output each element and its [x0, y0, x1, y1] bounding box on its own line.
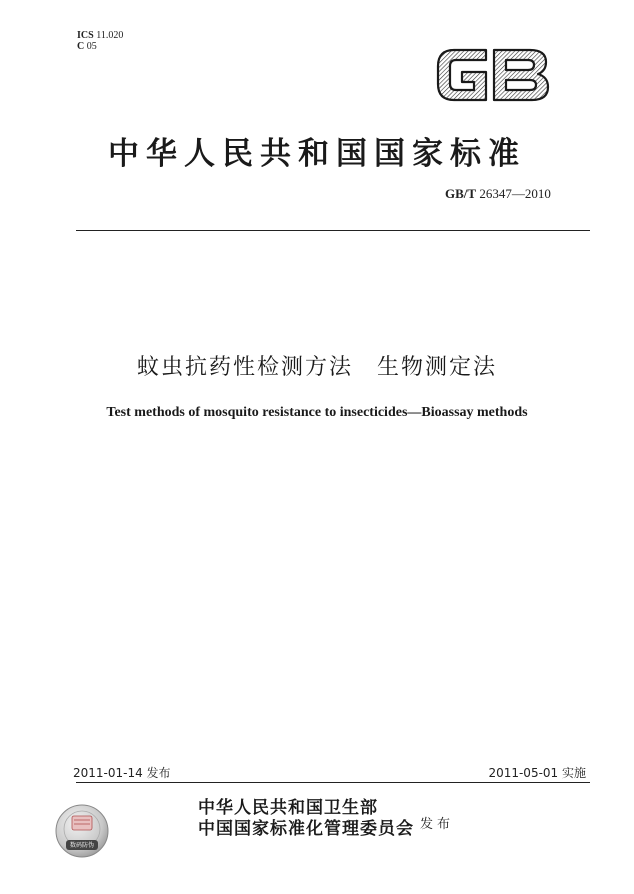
issuing-authorities: [198, 798, 414, 840]
class-line: [77, 41, 123, 52]
implement-date: 2011-05-01 实施: [488, 766, 586, 780]
seal-label: 数码防伪: [69, 842, 94, 849]
footer-divider: [76, 782, 590, 783]
code-prefix: GB/T: [445, 186, 477, 201]
class-label: C: [77, 41, 85, 52]
code-number: 26347—2010: [479, 186, 551, 201]
ics-code: 11.020: [96, 30, 124, 41]
ics-line: [77, 30, 123, 41]
issuer-line-1: 中华人民共和国卫生部: [198, 798, 378, 818]
standard-code: [445, 186, 551, 202]
class-code: 05: [86, 41, 97, 52]
issuer-line-2: 中国国家标准化管理委员会: [198, 819, 414, 839]
document-title-en: Test methods of mosquito resistance to insecticides—Bioassay methods: [106, 405, 528, 420]
ics-classification: [77, 30, 123, 52]
gb-logo: [432, 40, 554, 108]
publish-date: 2011-01-14 发布: [73, 766, 171, 780]
standard-title: 中华人民共和国国家标准: [108, 136, 526, 172]
ics-label: ICS: [77, 30, 94, 41]
header-divider: [76, 230, 590, 231]
issued-label: 发布: [420, 817, 455, 832]
document-title-cn: 蚊虫抗药性检测方法 生物测定法: [136, 355, 497, 380]
anti-counterfeit-seal-icon: [54, 803, 110, 859]
